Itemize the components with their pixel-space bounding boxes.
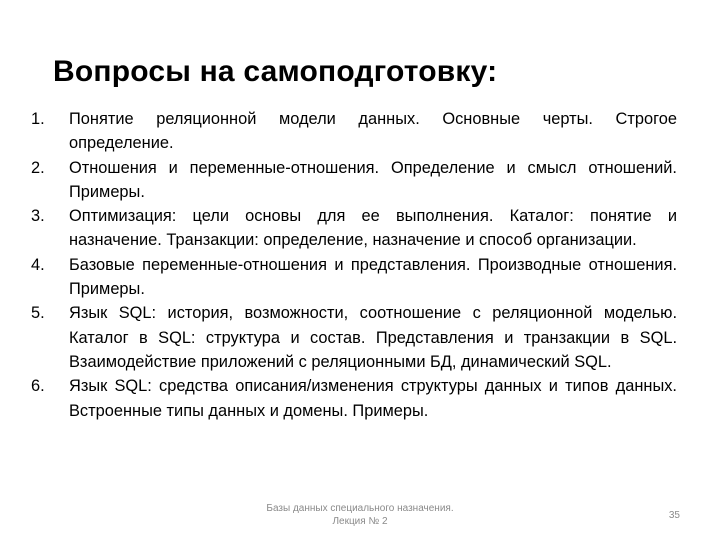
question-item-6 (31, 374, 677, 423)
question-number: 3. (31, 207, 45, 226)
question-item-4 (31, 253, 677, 302)
question-item-3 (31, 204, 677, 253)
slide-title: Вопросы на самоподготовку: (53, 55, 498, 88)
question-text: Оптимизация: цели основы для ее выполнения. Каталог: понятие и назначение. Транзакции: определение, назначение и способ организации. (69, 207, 677, 250)
question-number: 6. (31, 377, 45, 396)
question-item-1 (31, 107, 677, 156)
footer-caption-line2: Лекция № 2 (332, 516, 388, 527)
page-number: 35 (668, 510, 680, 521)
footer-caption-line1: Базы данных специального назначения. (266, 503, 454, 514)
question-item-2 (31, 156, 677, 205)
question-number: 4. (31, 255, 45, 274)
question-list (31, 107, 677, 423)
question-text: Базовые переменные-отношения и представления. Производные отношения. Примеры. (69, 255, 677, 299)
question-item-5 (31, 301, 677, 374)
question-number: 5. (31, 304, 45, 323)
question-text: Понятие реляционной модели данных. Основные черты. Строгое определение. (69, 110, 677, 153)
question-number: 1. (31, 110, 45, 128)
question-text: Отношения и переменные-отношения. Определение и смысл отношений. Примеры. (69, 158, 677, 201)
question-text: Язык SQL: средства описания/изменения структуры данных и типов данных. Встроенные типы данных и домены. Примеры. (69, 377, 677, 420)
footer-caption (230, 502, 490, 528)
question-number: 2. (31, 158, 45, 177)
question-text: Язык SQL: история, возможности, соотношение с реляционной моделью. Каталог в SQL: структура и состав. Представления и транзакции в SQL. Взаимодействие приложений с реляционными БД, динамический SQL. (69, 304, 677, 371)
